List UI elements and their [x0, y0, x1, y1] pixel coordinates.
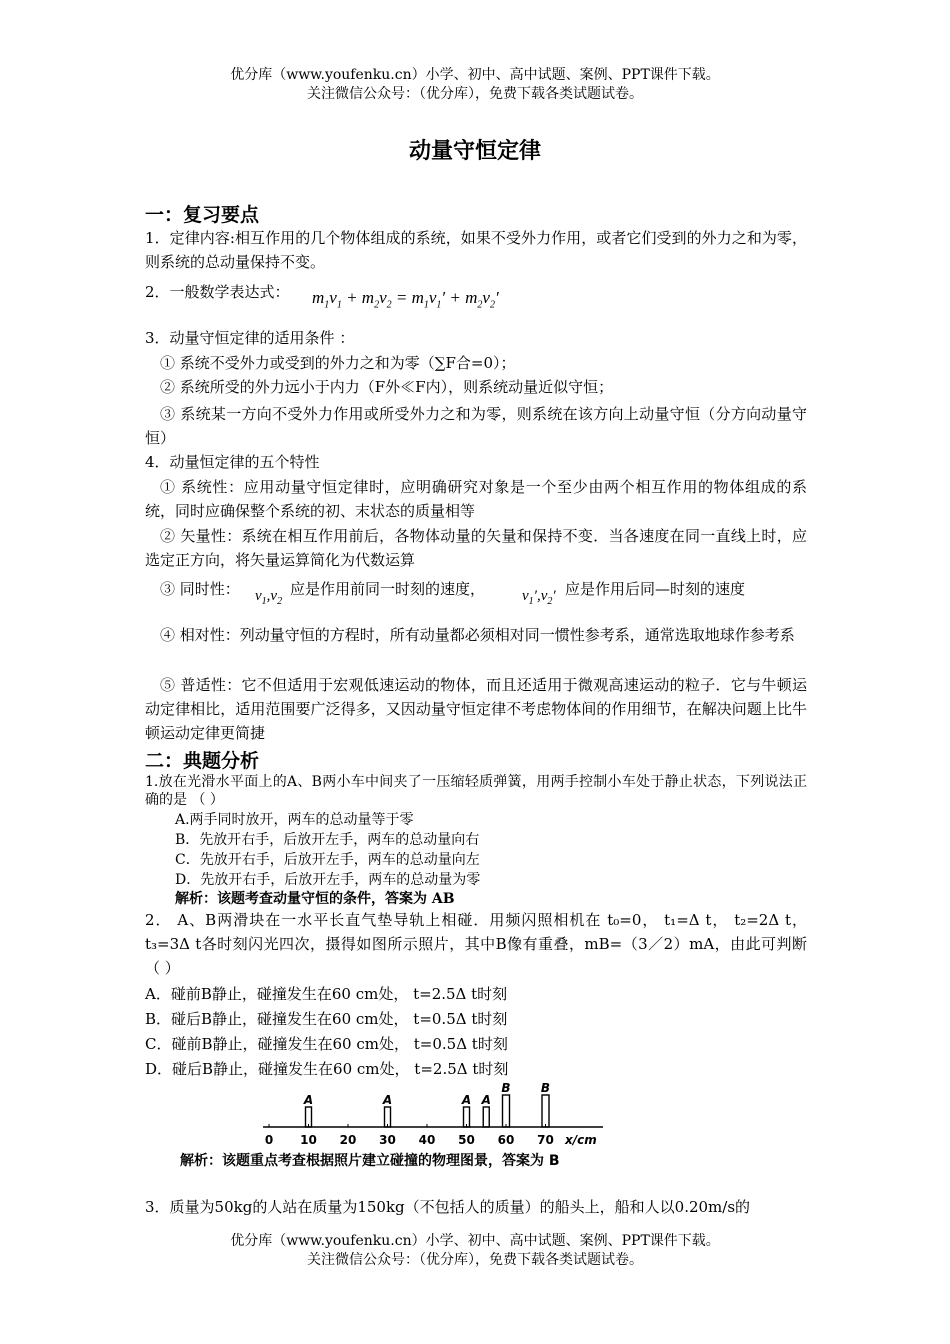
- question-1-answer: 解析：该题考查动量守恒的条件，答案为 AB: [175, 891, 455, 907]
- axis-label: x/cm: [565, 1133, 597, 1147]
- question-2-answer: 解析：该题重点考查根据照片建立碰撞的物理图景，答案为 B: [180, 1153, 560, 1169]
- section-heading-examples: 二：典题分析: [145, 750, 260, 772]
- question-2-option-c: C．碰前B静止，碰撞发生在60 cm处， t=0.5Δ t时刻: [145, 1035, 508, 1053]
- condition-2: ② 系统所受的外力远小于内力（F外≪F内），则系统动量近似守恒；: [160, 378, 614, 396]
- footer-line-2: 关注微信公众号：（优分库），免费下载各类试题试卷。: [307, 1252, 643, 1268]
- slider-image-b: [542, 1095, 549, 1127]
- condition-1: ① 系统不受外力或受到的外力之和为零（∑F合=0）；: [160, 354, 516, 372]
- tick-label: 10: [300, 1133, 317, 1147]
- tick-label: 40: [418, 1133, 436, 1147]
- footer-line-1: 优分库（www.youfenku.cn）小学、初中、高中试题、案例、PPT课件下载。: [230, 1233, 720, 1249]
- question-1-option-b: B．先放开右手，后放开左手，两车的总动量向右: [175, 832, 480, 848]
- header-line-2: 关注微信公众号：（优分库），免费下载各类试题试卷。: [307, 86, 643, 102]
- paragraph-law-content: 1．定律内容:相互作用的几个物体组成的系统，如果不受外力作用，或者它们受到的外力之和为零，则系统的总动量保持不变。: [145, 229, 807, 271]
- question-1-option-c: C．先放开右手，后放开左手，两车的总动量向左: [175, 852, 480, 868]
- section-heading-review: 一：复习要点: [145, 204, 260, 226]
- slider-label: B: [501, 1081, 511, 1095]
- question-1-option-a: A.两手同时放开，两车的总动量等于零: [175, 812, 414, 828]
- property-system: ① 系统性：应用动量守恒定律时，应明确研究对象是一个至少由两个相互作用的物体组成的系统，同时应确保整个系统的初、末状态的质量相等: [145, 478, 807, 520]
- slider-label: A: [481, 1093, 491, 1107]
- property-simultaneity-after: 应是作用后同—时刻的速度: [565, 580, 746, 598]
- condition-3: ③ 系统某一方向不受外力作用或所受外力之和为零，则系统在该方向上动量守恒（分方向动量守恒）: [145, 405, 807, 447]
- property-relativity: ④ 相对性：列动量守恒的方程时，所有动量都必须相对同一惯性参考系，通常选取地球作参考系: [160, 626, 795, 644]
- question-2-option-d: D．碰后B静止，碰撞发生在60 cm处， t=2.5Δ t时刻: [145, 1060, 509, 1078]
- paragraph-conditions: 3．动量守恒定律的适用条件 ：: [145, 329, 355, 347]
- header-line-1: 优分库（www.youfenku.cn）小学、初中、高中试题、案例、PPT课件下载。: [230, 67, 720, 83]
- tick-label: 50: [458, 1133, 475, 1147]
- slider-image-b: [503, 1095, 510, 1127]
- slider-label: A: [303, 1093, 314, 1107]
- property-simultaneity-label: ③ 同时性：: [160, 580, 240, 598]
- final-velocities: $v_1',v_2'$: [522, 588, 556, 607]
- property-vector: ② 矢量性：系统在相互作用前后，各物体动量的矢量和保持不变．当各速度在同一直线上时，应选定正方向，将矢量运算简化为代数运算: [145, 527, 807, 569]
- question-3: 3．质量为50kg的人站在质量为150kg（不包括人的质量）的船头上，船和人以0.20m/s的: [145, 1198, 751, 1216]
- slider-label: A: [382, 1093, 393, 1107]
- question-2: 2． A、B两滑块在一水平长直气垫导轨上相碰．用频闪照相机在 t₀=0， t₁=Δ t， t₂=2Δ t， t₃=3Δ t各时刻闪光四次，摄得如图所示照片，其中B像有重叠，mB=（3／2）mA，由此可判断 （ ）: [145, 911, 807, 977]
- tick-label: 70: [537, 1133, 554, 1147]
- slider-image-a: [483, 1107, 489, 1127]
- paragraph-expression-label: 2．一般数学表达式：: [145, 283, 290, 301]
- slider-label: B: [540, 1081, 551, 1095]
- tick-label: 20: [339, 1133, 357, 1147]
- tick-label: 30: [379, 1133, 396, 1147]
- question-1-option-d: D．先放开右手，后放开左手，两车的总动量为零: [175, 872, 481, 888]
- tick-label: 0: [264, 1133, 274, 1147]
- momentum-formula: $m_1v_1 + m_2v_2 = m_1v_1' + m_2v_2'$: [312, 288, 499, 311]
- flash-photo-figure: [255, 1078, 615, 1148]
- question-1: 1.放在光滑水平面上的A、B两小车中间夹了一压缩轻质弹簧，用两手控制小车处于静止状态，下列说法正确的是 （ ）: [145, 774, 807, 808]
- page-title: 动量守恒定律: [408, 139, 541, 164]
- property-universality: ⑤ 普适性：它不但适用于宏观低速运动的物体，而且还适用于微观高速运动的粒子．它与牛顿运动定律相比，适用范围要广泛得多，又因动量守恒定律不考虑物体间的作用细节，在解决问题上比牛顿运动定律更简捷: [145, 676, 807, 742]
- initial-velocities: $v_1,v_2$: [255, 588, 283, 607]
- question-2-option-a: A．碰前B静止，碰撞发生在60 cm处， t=2.5Δ t时刻: [145, 985, 508, 1003]
- question-2-option-b: B．碰后B静止，碰撞发生在60 cm处， t=0.5Δ t时刻: [145, 1010, 508, 1028]
- tick-label: 60: [497, 1133, 515, 1147]
- slider-label: A: [461, 1093, 472, 1107]
- paragraph-properties: 4．动量恒定律的五个特性: [145, 453, 320, 471]
- property-simultaneity-before: 应是作用前同一时刻的速度，: [290, 580, 486, 598]
